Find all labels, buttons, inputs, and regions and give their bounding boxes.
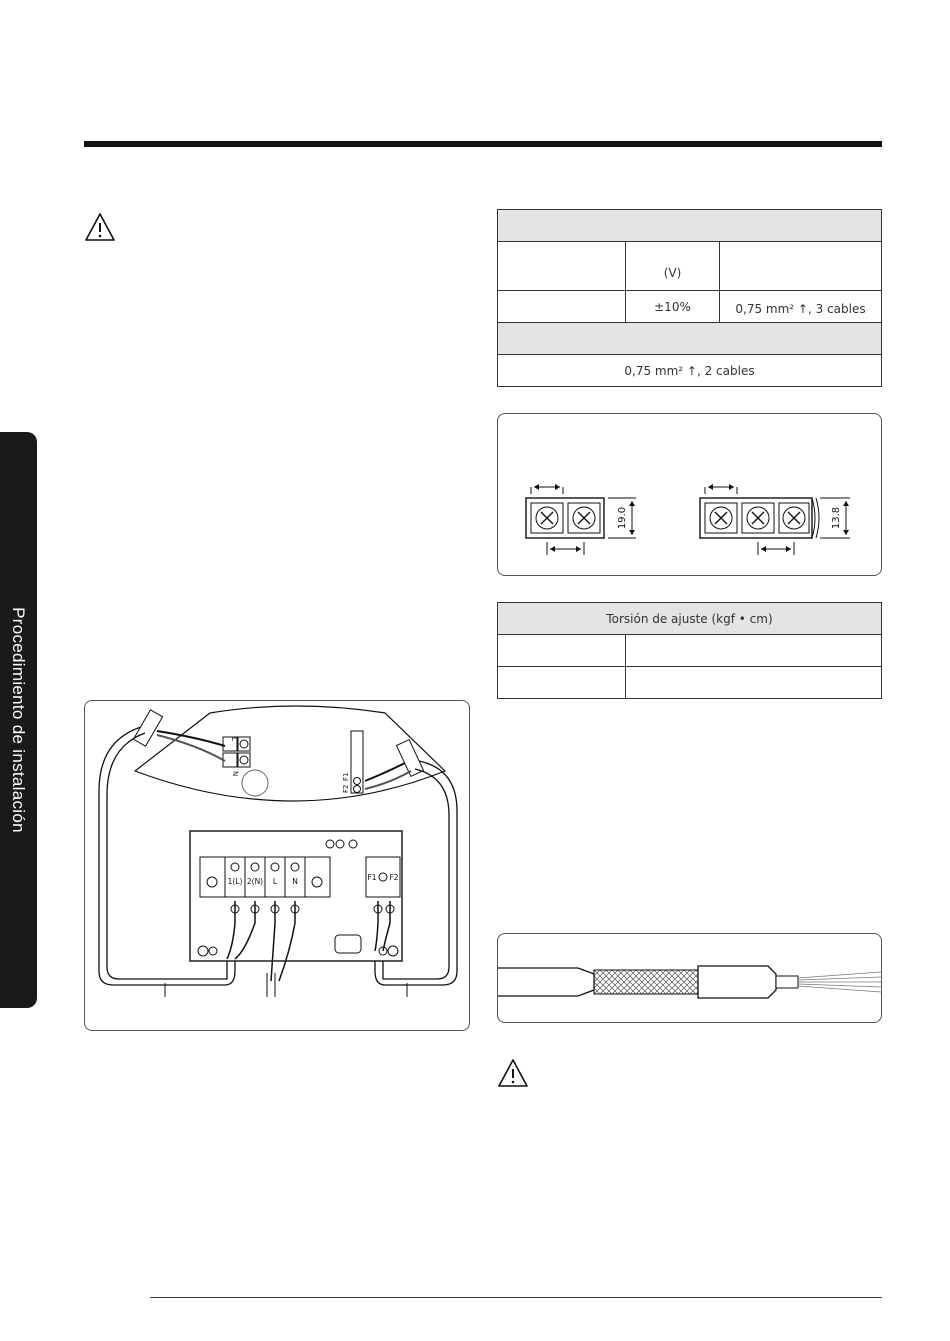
comm-terminal-label: F1	[367, 873, 377, 882]
wiring-diagram-illustration	[85, 701, 469, 1030]
terminal-label: L	[272, 877, 278, 886]
comm-terminal-label: F2	[389, 873, 399, 882]
torque-table	[497, 602, 882, 699]
top-terminal-label: L	[230, 737, 238, 741]
torque-header: Torsión de ajuste (kgf • cm)	[498, 603, 882, 635]
terminal-label: 2(N)	[246, 877, 264, 886]
comm-cable-cell: 0,75 mm² ↑, 2 cables	[498, 355, 882, 387]
section-side-tab	[0, 432, 37, 1008]
wiring-diagram	[84, 700, 470, 1031]
top-terminal-label: N	[231, 771, 239, 777]
power-cable-cell: 0,75 mm² ↑, 3 cables	[720, 291, 882, 323]
tolerance-cell: ±10%	[626, 291, 720, 323]
table-cell	[498, 667, 626, 699]
table-cell	[626, 635, 882, 667]
cable-illustration	[497, 933, 882, 1023]
terminal-label: 1(L)	[227, 877, 243, 886]
shielded-cable-icon	[498, 934, 881, 1022]
table-cell	[498, 242, 626, 291]
terminal-blocks-illustration	[498, 414, 881, 575]
table-cell	[498, 291, 626, 323]
section-label: Procedimiento de instalación	[9, 607, 28, 833]
header-rule	[84, 141, 882, 147]
dimension-b-label: 13.8	[831, 506, 842, 530]
voltage-unit-cell: (V)	[626, 242, 720, 291]
warning-icon	[497, 1058, 529, 1088]
terminal-size-diagram	[497, 413, 882, 576]
dimension-a-label: 19.0	[617, 506, 628, 530]
power-cable-table	[497, 209, 882, 387]
footer-rule	[150, 1297, 882, 1298]
table-header-row	[498, 210, 882, 242]
warning-icon	[84, 212, 116, 242]
table-cell	[626, 667, 882, 699]
table-subheader-row	[498, 323, 882, 355]
table-cell	[720, 242, 882, 291]
table-cell	[498, 635, 626, 667]
top-comm-label: F1	[342, 772, 350, 781]
top-comm-label: F2	[342, 784, 350, 793]
terminal-label: N	[292, 877, 298, 886]
